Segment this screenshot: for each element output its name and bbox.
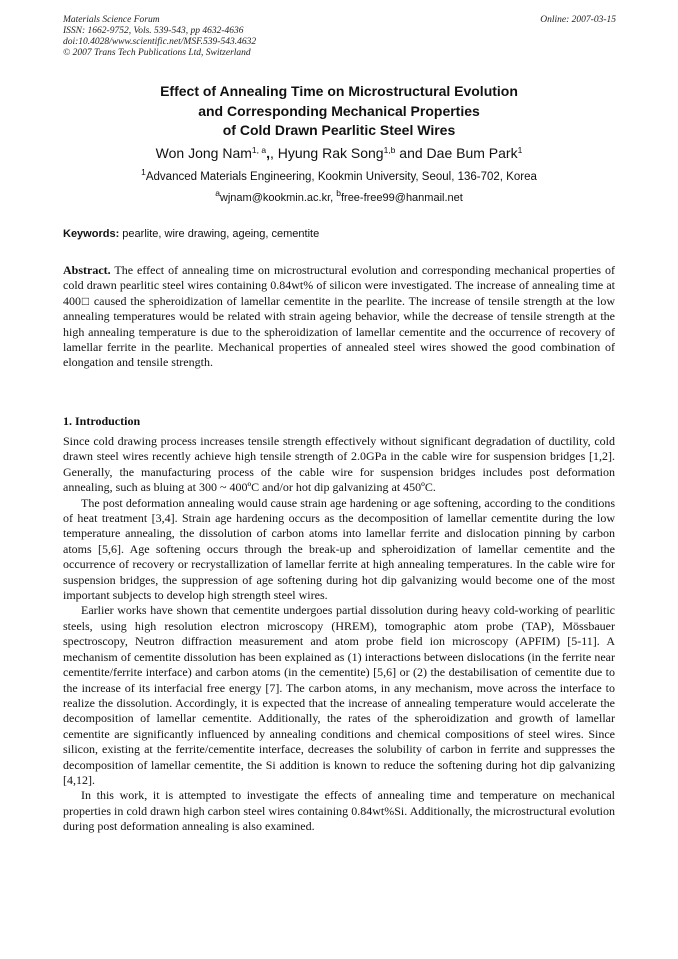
author-sep-comma: , (266, 145, 270, 161)
journal-name: Materials Science Forum (63, 15, 160, 25)
author-1: Won Jong Nam (155, 145, 252, 161)
author-3: and Dae Bum Park (395, 145, 518, 161)
title-line-3: of Cold Drawn Pearlitic Steel Wires (222, 122, 456, 138)
paragraph-4: In this work, it is attempted to investigate the effects of annealing time and temperature on mechanical properties in cold drawn high carbon steel wires containing 0.84wt%Si. Additionally, the microstructural evolution during post deformation annealing is also examined. (63, 788, 615, 834)
doi-line: doi:10.4028/www.scientific.net/MSF.539-543.4632 (63, 37, 257, 47)
abstract-label: Abstract. (63, 263, 111, 277)
affiliation-sup: 1 (141, 167, 146, 177)
author-3-sup: 1 (517, 145, 523, 155)
author-1-sup: 1, a (251, 145, 267, 155)
section-body (63, 434, 615, 835)
abstract-text: The effect of annealing time on microstructural evolution and corresponding mechanical properties of cold drawn pearlitic steel wires containing 0.84wt% of silicon were investigated. The increase of annealing time at 400□ caused the spheroidization of lamellar cementite in the pearlite. The increase of tensile strength at the low annealing temperatures would be related with strain ageing behavior, while the decrease of tensile strength at the high annealing temperature is due to the spheroidization of lamellar cementite and the occurrence of recovery of lamellar ferrite in the pearlite. Mechanical properties of annealed steel wires showed the good combination of elongation and tensile strength. (63, 263, 615, 370)
email-a-sup: a (215, 188, 220, 198)
paper-title (63, 82, 615, 141)
affiliation (63, 167, 615, 184)
abstract (63, 263, 615, 371)
issn-line: ISSN: 1662-9752, Vols. 539-543, pp 4632-4636 (63, 26, 244, 36)
journal-header (63, 15, 256, 59)
keywords-text: pearlite, wire drawing, ageing, cementite (119, 228, 320, 240)
title-line-1: Effect of Annealing Time on Microstructural Evolution (160, 83, 518, 99)
online-date: Online: 2007-03-15 (540, 15, 616, 25)
paragraph-2: The post deformation annealing would cause strain age hardening or age softening, according to the conditions of heat treatment [3,4]. Strain age hardening occurs as the decomposition of lamellar cementite during the low temperature annealing, the dissolution of carbon atoms into lamellar ferrite and dislocation pinning by carbon atoms [5,6]. Age softening occurs through the break-up and spheroidization of lamellar cementite and the occurrence of recovery or recrystallization of lamellar ferrite at high annealing temperatures. In the cable wire for suspension bridges, the suppression of age softening during hot dip galvanizing would become one of the most important subjects to develop high strength steel wires. (63, 495, 615, 603)
section-heading: 1. Introduction (63, 414, 141, 428)
keywords (63, 227, 615, 241)
author-2: , Hyung Rak Song (269, 145, 384, 161)
affiliation-text: Advanced Materials Engineering, Kookmin University, Seoul, 136-702, Korea (145, 171, 537, 183)
author-list (63, 143, 615, 163)
author-emails (63, 188, 615, 205)
email-a[interactable]: wjnam@kookmin.ac.kr, (219, 192, 337, 204)
paragraph-1: Since cold drawing process increases tensile strength effectively without significant degradation of ductility, cold drawn steel wires recently achieve high tensile strength of 2.0GPa in the cable wire for suspension bridges [1,2]. Generally, the manufacturing process of the cable wire for suspension bridges includes post deformation annealing, such as bluing at 300 ~ 400ºC and/or hot dip galvanizing at 450ºC. (63, 434, 615, 495)
title-line-2: and Corresponding Mechanical Properties (198, 102, 480, 119)
copyright-line: © 2007 Trans Tech Publications Ltd, Switzerland (63, 48, 251, 58)
paragraph-3: Earlier works have shown that cementite undergoes partial dissolution during heavy cold-working of pearlitic steels, using high resolution electron microscopy (HREM), tomographic atom probe (TAP), Mössbauer spectroscopy, Neutron diffraction measurement and atom probe field ion microscopy (APFIM) [5-11]. A mechanism of cementite dissolution has been explained as (1) interactions between dislocations (in the ferrite near cementite/ferrite interface) and carbon atoms (in the cementite) [5,6] or (2) the destabilisation of cementite due to the increase of its interfacial free energy [7]. The carbon atoms, in any mechanism, move across the interface to realize the dissolution. Accordingly, it is expected that the increase of annealing temperature would accelerate the decomposition of lamellar cementite. Additionally, the rates of the spheroidization and growth of lamellar cementite are significantly influenced by annealing conditions and chemical compositions of steel wires. Since silicon, existing at the ferrite/cementite interface, decreases the solubility of carbon in ferrite and suppresses the decomposition of lamellar cementite, the Si addition is known to reduce the softening during hot dip galvanizing [4,12]. (63, 603, 615, 787)
author-2-sup: 1,b (383, 145, 396, 155)
email-b[interactable]: free-free99@hanmail.net (340, 192, 463, 204)
keywords-label: Keywords: (63, 228, 120, 240)
email-b-sup: b (336, 188, 341, 198)
